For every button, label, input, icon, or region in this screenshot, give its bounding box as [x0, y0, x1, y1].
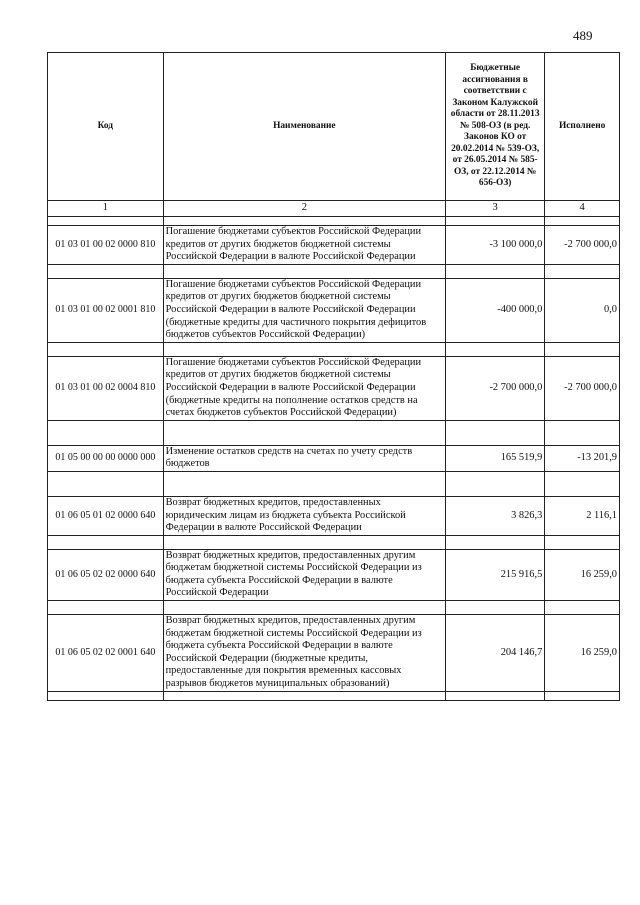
row-approved: 215 916,5	[446, 549, 545, 600]
row-done: 16 259,0	[545, 549, 620, 600]
row-done: 0,0	[545, 278, 620, 342]
table-row	[48, 445, 620, 471]
header-name: Наименование	[163, 53, 445, 201]
spacer-row	[48, 264, 620, 278]
row-name: Погашение бюджетами субъектов Российской Федерации кредитов от других бюджетов бюджетной системы Российской Федерации в валюте Российской Федерации	[163, 226, 445, 265]
table-header-row	[48, 53, 620, 201]
row-name: Погашение бюджетами субъектов Российской Федерации кредитов от других бюджетов бюджетной системы Российской Федерации в валюте Российской Федерации (бюджетные кредиты для частичного покрытия дефицитов бюджетов субъектов Российской Федерации)	[163, 278, 445, 342]
row-done: -13 201,9	[545, 445, 620, 471]
column-number: 3	[446, 201, 545, 217]
page-number: 489	[573, 28, 593, 43]
row-code: 01 03 01 00 02 0004 810	[48, 356, 164, 420]
row-approved: -2 700 000,0	[446, 356, 545, 420]
row-code: 01 06 05 02 02 0001 640	[48, 615, 164, 692]
header-done: Исполнено	[545, 53, 620, 201]
row-name: Возврат бюджетных кредитов, предоставленных другим бюджетам бюджетной системы Российской Федерации из бюджета субъекта Российской Федерации в валюте Российской Федерации	[163, 549, 445, 600]
row-approved: 3 826,3	[446, 496, 545, 535]
row-code: 01 03 01 00 02 0001 810	[48, 278, 164, 342]
row-done: -2 700 000,0	[545, 226, 620, 265]
table-row	[48, 549, 620, 600]
spacer-row	[48, 471, 620, 496]
row-code: 01 06 05 02 02 0000 640	[48, 549, 164, 600]
table-row	[48, 278, 620, 342]
row-approved: -400 000,0	[446, 278, 545, 342]
row-approved: 204 146,7	[446, 615, 545, 692]
spacer-row	[48, 420, 620, 445]
row-done: 16 259,0	[545, 615, 620, 692]
budget-table	[47, 52, 620, 701]
spacer-row	[48, 217, 620, 226]
header-code: Код	[48, 53, 164, 201]
row-code: 01 03 01 00 02 0000 810	[48, 226, 164, 265]
row-done: 2 116,1	[545, 496, 620, 535]
column-number-row	[48, 201, 620, 217]
spacer-row	[48, 691, 620, 700]
column-number: 2	[163, 201, 445, 217]
row-name: Погашение бюджетами субъектов Российской Федерации кредитов от других бюджетов бюджетной системы Российской Федерации в валюте Российской Федерации (бюджетные кредиты на пополнение остатков средств на счетах бюджетов субъектов Российской Федерации)	[163, 356, 445, 420]
table-row	[48, 356, 620, 420]
spacer-row	[48, 535, 620, 549]
row-code: 01 06 05 01 02 0000 640	[48, 496, 164, 535]
row-approved: 165 519,9	[446, 445, 545, 471]
row-approved: -3 100 000,0	[446, 226, 545, 265]
table-row	[48, 496, 620, 535]
column-number: 1	[48, 201, 164, 217]
header-approved: Бюджетные ассигнования в соответствии с Законом Калужской области от 28.11.2013 № 508-ОЗ (в ред. Законов КО от 20.02.2014 № 539-ОЗ, от 26.05.2014 № 585-ОЗ, от 22.12.2014 № 656-ОЗ)	[446, 53, 545, 201]
row-code: 01 05 00 00 00 0000 000	[48, 445, 164, 471]
table-row	[48, 615, 620, 692]
row-name: Возврат бюджетных кредитов, предоставленных другим бюджетам бюджетной системы Российской Федерации из бюджета субъекта Российской Федерации в валюте Российской Федерации (бюджетные кредиты, предоставленные для покрытия временных кассовых разрывов бюджетов муниципальных образований)	[163, 615, 445, 692]
row-name: Изменение остатков средств на счетах по учету средств бюджетов	[163, 445, 445, 471]
column-number: 4	[545, 201, 620, 217]
spacer-row	[48, 342, 620, 356]
row-name: Возврат бюджетных кредитов, предоставленных юридическим лицам из бюджета субъекта Российской Федерации в валюте Российской Федерации	[163, 496, 445, 535]
spacer-row	[48, 601, 620, 615]
table-row	[48, 226, 620, 265]
row-done: -2 700 000,0	[545, 356, 620, 420]
